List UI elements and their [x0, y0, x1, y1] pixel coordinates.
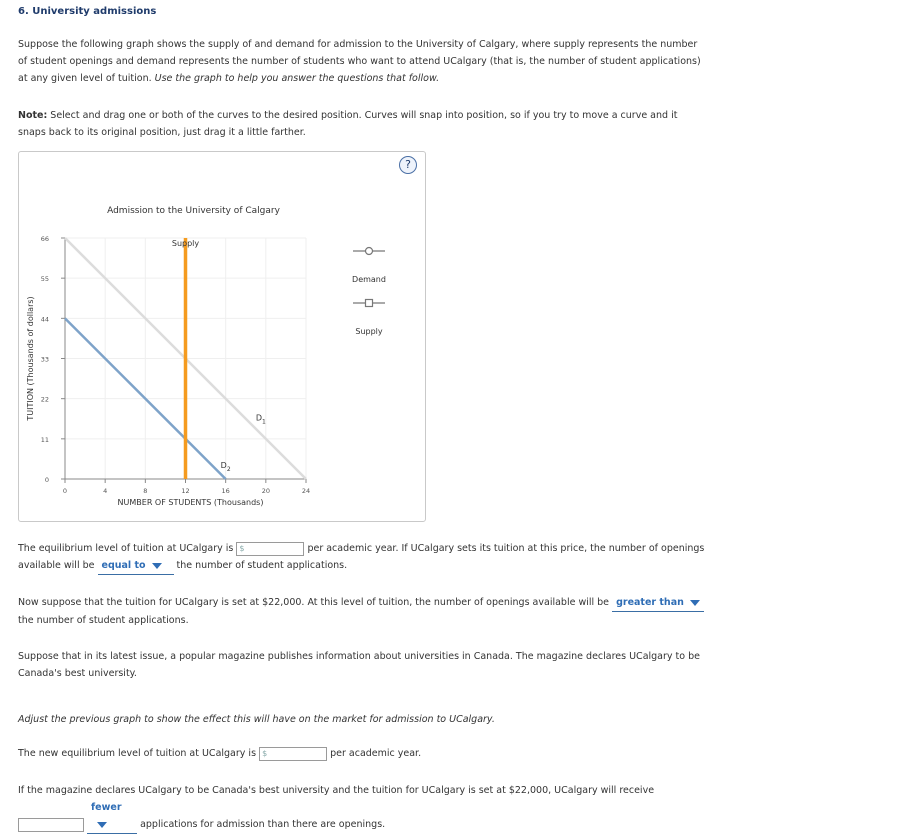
intro-text: Suppose the following graph shows the supply of and demand for admission to the University of Calgary, where supply represents the number of student openings and demand represents the number of students who want to attend UCalgary (that is, the number of student applications) at any given level of tuition. — [18, 39, 701, 84]
x-axis-label: NUMBER OF STUDENTS (Thousands) — [117, 498, 264, 507]
equilibrium-tuition-input[interactable]: $ — [236, 542, 304, 556]
help-icon[interactable]: ? — [399, 156, 417, 174]
legend-label-supply: Supply — [355, 327, 383, 336]
curve-label-subscript: 1 — [261, 418, 266, 426]
q5-text-1: The new equilibrium level of tuition at UCalgary is — [18, 748, 257, 759]
curve-label-d2: $D_2$ — [220, 461, 231, 474]
y-tick-label: 22 — [40, 395, 49, 404]
legend-circle-icon[interactable] — [366, 248, 373, 255]
tuition-22000-select[interactable] — [612, 594, 704, 612]
y-tick-label: 11 — [40, 435, 49, 444]
x-tick-label: 4 — [103, 487, 108, 495]
q6-text-2: applications for admission than there are openings. — [140, 819, 386, 830]
chart-title: Admission to the University of Calgary — [107, 206, 280, 216]
x-tick-label: 8 — [143, 487, 148, 495]
y-tick-label: 44 — [40, 315, 49, 324]
x-tick-label: 12 — [181, 487, 190, 495]
q2-text-1: Now suppose that the tuition for UCalgary is set at $22,000. At this level of tuition, the number of openings available will be — [18, 597, 610, 608]
chevron-down-icon — [690, 600, 700, 606]
x-tick-label: 24 — [301, 487, 311, 495]
curve-label-supply: Supply — [171, 239, 200, 248]
question-4 — [18, 711, 708, 728]
intro-emphasis: Use the graph to help you answer the questions that follow. — [154, 73, 440, 84]
curve-label-subscript: 2 — [226, 466, 231, 474]
legend-square-icon[interactable] — [366, 300, 373, 307]
question-5 — [18, 745, 708, 762]
q4-text: Adjust the previous graph to show the effect this will have on the market for admission to UCalgary. — [18, 714, 495, 725]
applications-comparison-select[interactable] — [87, 799, 137, 834]
y-tick-label: 55 — [40, 275, 49, 284]
applications-comparison-value: fewer — [91, 802, 122, 813]
supply-demand-chart[interactable] — [19, 152, 425, 521]
q1-text-3: available will be — [18, 560, 95, 571]
question-2 — [18, 594, 718, 629]
chevron-down-icon — [152, 563, 162, 569]
y-tick-label: 66 — [40, 235, 49, 243]
x-tick-label: 20 — [261, 487, 270, 495]
applications-count-input[interactable] — [18, 818, 84, 832]
legend-label-demand: Demand — [352, 275, 386, 284]
question-3 — [18, 648, 708, 682]
y-tick-label: 33 — [40, 355, 49, 364]
page-title: 6. University admissions — [18, 6, 157, 17]
question-1 — [18, 540, 708, 575]
x-tick-label: 16 — [221, 487, 230, 495]
q1-text-4: the number of student applications. — [176, 560, 348, 571]
graph-panel — [18, 151, 426, 522]
chevron-down-icon — [97, 822, 107, 828]
new-equilibrium-tuition-input[interactable]: $ — [259, 747, 327, 761]
tuition-22000-value: greater than — [616, 597, 684, 608]
q1-text-1: The equilibrium level of tuition at UCalgary is — [18, 543, 234, 554]
y-tick-label: 0 — [44, 476, 49, 484]
note-text: Select and drag one or both of the curves to the desired position. Curves will snap into position, so if you try to move a curve and it snaps back to its original position, just drag it a little farther. — [18, 110, 678, 138]
q5-text-2: per academic year. — [330, 748, 422, 759]
question-6 — [18, 782, 708, 834]
q3-text: Suppose that in its latest issue, a popular magazine publishes information about universities in Canada. The magazine declares UCalgary to be Canada's best university. — [18, 651, 700, 679]
intro-paragraph — [18, 36, 708, 87]
curve-label-d1: $D_1$ — [255, 413, 266, 426]
q6-text-1: If the magazine declares UCalgary to be Canada's best university and the tuition for UCalgary is set at $22,000, UCalgary will receive — [18, 785, 655, 796]
note-label: Note: — [18, 110, 48, 121]
openings-comparison-value: equal to — [101, 560, 146, 571]
x-tick-label: 0 — [62, 487, 68, 495]
q2-text-2: the number of student applications. — [18, 615, 189, 626]
q1-text-2: per academic year. If UCalgary sets its tuition at this price, the number of openings — [307, 543, 705, 554]
openings-comparison-select[interactable] — [98, 557, 174, 575]
y-axis-label: TUITION (Thousands of dollars) — [26, 296, 35, 421]
note-paragraph — [18, 107, 708, 141]
